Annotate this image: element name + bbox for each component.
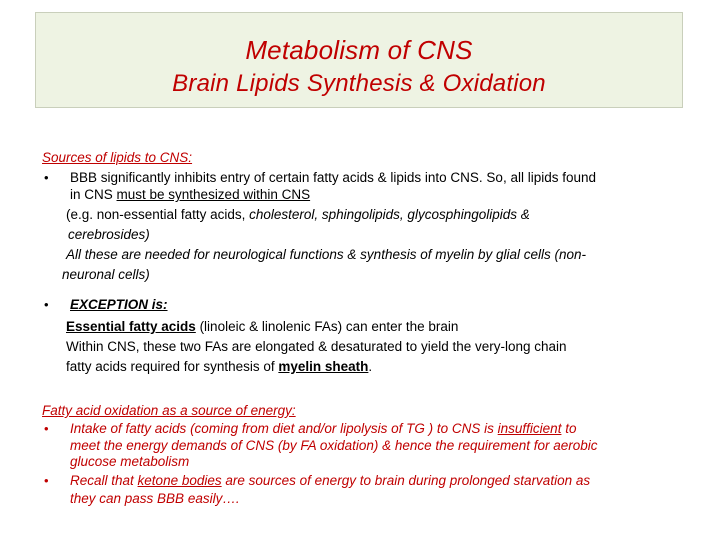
text-run: Intake of fatty acids (coming from diet and/or lipolysis of TG ) to CNS is [70,421,498,436]
underlined-text: must be synthesized within CNS [116,187,311,202]
text-run: (linoleic & linolenic FAs) can enter the brain [195,319,459,334]
sources-text-line [66,206,530,224]
exception-text-line: Within CNS, these two FAs are elongated & desaturated to yield the very-long chain [66,339,567,354]
underlined-text: insufficient [497,421,562,436]
bullet-marker: • [44,421,49,436]
text-run: are sources of energy to brain during prolonged starvation as [221,473,591,488]
text-run: . [368,359,373,374]
section-heading-oxidation: Fatty acid oxidation as a source of energy: [42,403,296,418]
slide-title: Metabolism of CNS [245,35,473,65]
italic-text: cholesterol, sphingolipids, glycosphingolipids & [249,207,530,222]
oxidation-text-line [70,472,590,490]
sources-text-line: BBB significantly inhibits entry of certain fatty acids & lipids into CNS. So, all lipids found [70,170,596,185]
slide-subtitle: Brain Lipids Synthesis & Oxidation [172,70,546,97]
oxidation-text-line: glucose metabolism [70,454,190,469]
sources-text-line [70,186,310,204]
text-run: (e.g. non-essential fatty acids, [66,207,250,222]
section-heading-sources: Sources of lipids to CNS: [42,150,193,165]
exception-label: EXCEPTION is: [70,297,168,312]
underlined-text: ketone bodies [137,473,222,488]
sources-text-line: cerebrosides) [68,227,150,242]
bullet-marker: • [44,297,49,312]
bold-text: Essential fatty acids [66,319,196,334]
exception-text-line [66,358,372,376]
exception-line [70,296,168,314]
sources-text-line: neuronal cells) [62,267,150,282]
oxidation-text-line: they can pass BBB easily…. [70,491,240,506]
text-run: to [561,421,577,436]
oxidation-text-line [70,420,576,438]
text-run: in CNS [70,187,117,202]
bold-text: myelin sheath [278,359,369,374]
bullet-marker: • [44,473,49,488]
sources-text-line: All these are needed for neurological functions & synthesis of myelin by glial cells (non- [66,247,587,262]
exception-text-line [66,318,458,336]
text-run: fatty acids required for synthesis of [66,359,279,374]
bullet-marker: • [44,170,49,185]
text-run: Recall that [70,473,138,488]
oxidation-text-line: meet the energy demands of CNS (by FA oxidation) & hence the requirement for aerobic [70,438,598,453]
